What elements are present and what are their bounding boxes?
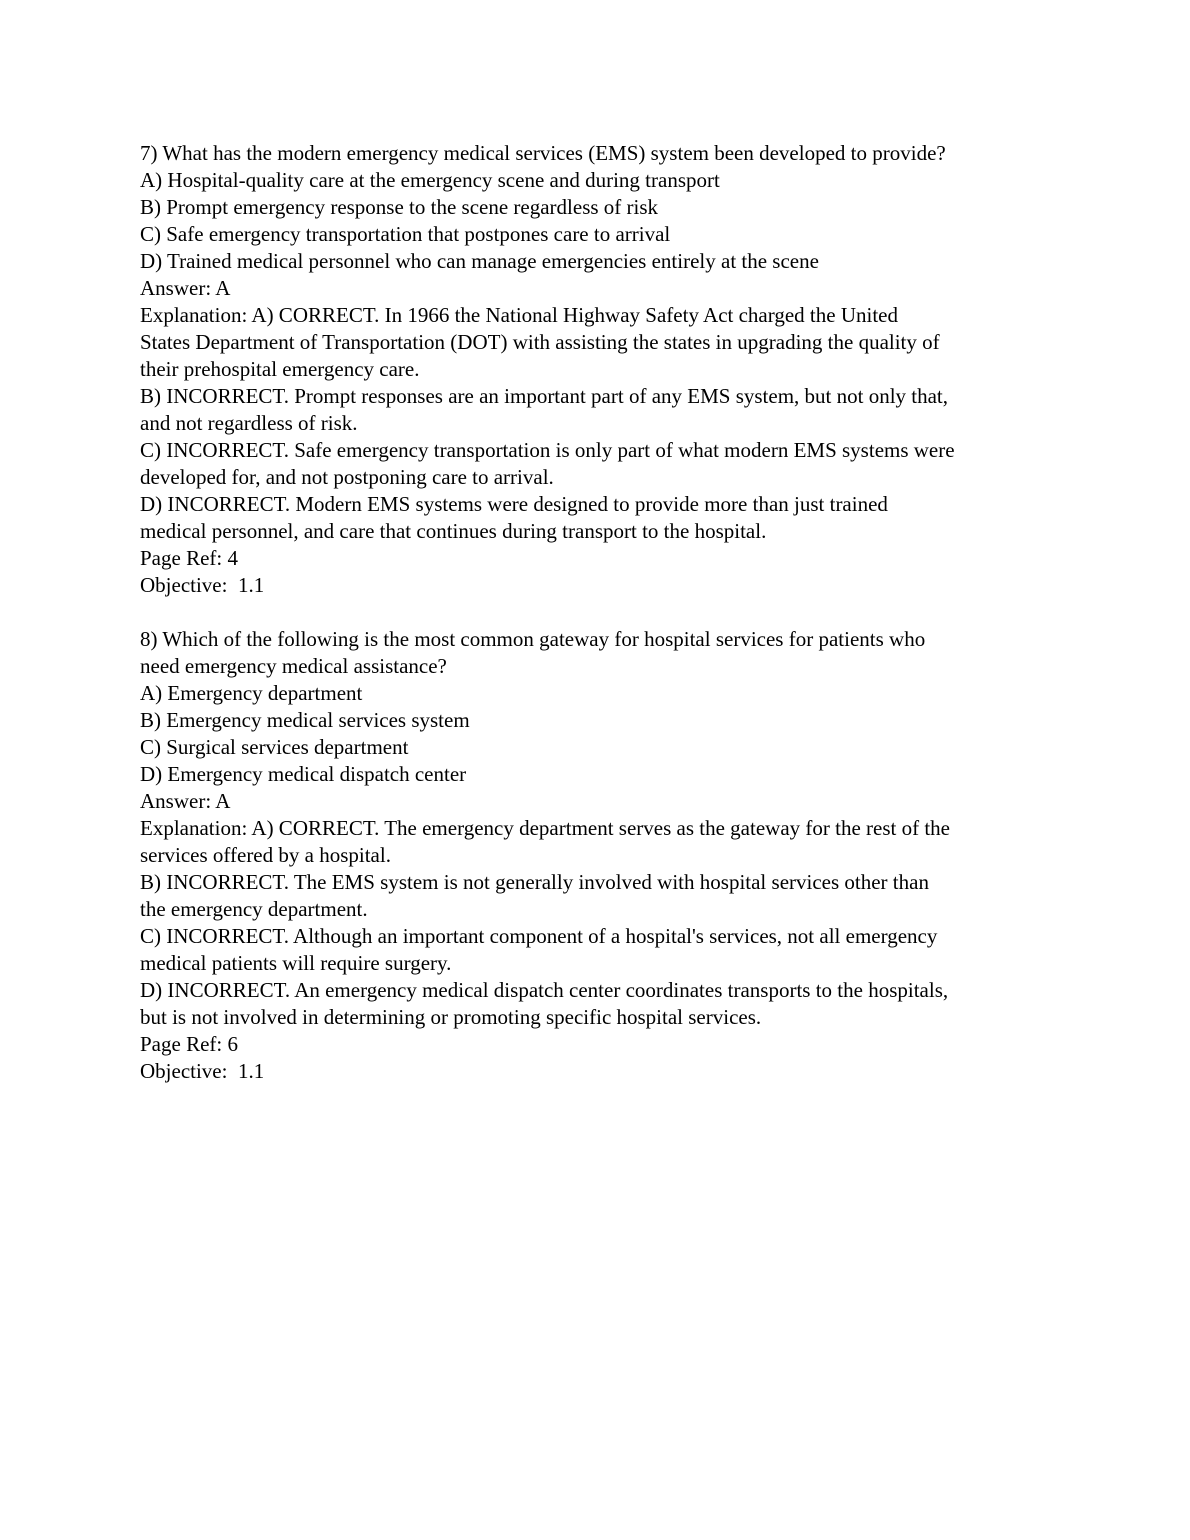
text-line: the emergency department. xyxy=(140,897,368,921)
text-line: Explanation: A) CORRECT. The emergency department serves as the gateway for the rest of the xyxy=(140,816,951,840)
text-line: D) Emergency medical dispatch center xyxy=(140,762,467,786)
text-line: Answer: A xyxy=(140,276,231,300)
text-line: D) INCORRECT. An emergency medical dispatch center coordinates transports to the hospitals, xyxy=(140,978,949,1002)
question-7-block xyxy=(140,140,1100,599)
text-line: B) INCORRECT. Prompt responses are an important part of any EMS system, but not only that, xyxy=(140,384,949,408)
text-line: developed for, and not postponing care to arrival. xyxy=(140,465,554,489)
text-line: Page Ref: 4 xyxy=(140,546,238,570)
text-line: C) INCORRECT. Safe emergency transportation is only part of what modern EMS systems were xyxy=(140,438,955,462)
text-line: B) Prompt emergency response to the scene regardless of risk xyxy=(140,195,659,219)
text-line: Objective: 1.1 xyxy=(140,1059,265,1083)
text-line: States Department of Transportation (DOT) with assisting the states in upgrading the quality of xyxy=(140,330,940,354)
text-line: B) Emergency medical services system xyxy=(140,708,470,732)
text-line: D) INCORRECT. Modern EMS systems were designed to provide more than just trained xyxy=(140,492,888,516)
text-line: C) INCORRECT. Although an important component of a hospital's services, not all emergency xyxy=(140,924,938,948)
text-line: 7) What has the modern emergency medical services (EMS) system been developed to provide? xyxy=(140,141,946,165)
text-line: A) Emergency department xyxy=(140,681,363,705)
text-line: B) INCORRECT. The EMS system is not generally involved with hospital services other than xyxy=(140,870,929,894)
text-line: C) Surgical services department xyxy=(140,735,409,759)
text-line: Explanation: A) CORRECT. In 1966 the National Highway Safety Act charged the United xyxy=(140,303,898,327)
text-line: need emergency medical assistance? xyxy=(140,654,447,678)
text-line: D) Trained medical personnel who can manage emergencies entirely at the scene xyxy=(140,249,819,273)
text-line: medical personnel, and care that continues during transport to the hospital. xyxy=(140,519,767,543)
text-line: but is not involved in determining or promoting specific hospital services. xyxy=(140,1005,762,1029)
text-line: medical patients will require surgery. xyxy=(140,951,452,975)
text-line: and not regardless of risk. xyxy=(140,411,358,435)
question-8-block xyxy=(140,626,1100,1085)
text-line: Answer: A xyxy=(140,789,231,813)
text-line: Page Ref: 6 xyxy=(140,1032,238,1056)
text-line: services offered by a hospital. xyxy=(140,843,391,867)
text-line: A) Hospital-quality care at the emergency scene and during transport xyxy=(140,168,720,192)
text-line: C) Safe emergency transportation that postpones care to arrival xyxy=(140,222,671,246)
text-line: their prehospital emergency care. xyxy=(140,357,420,381)
text-line: Objective: 1.1 xyxy=(140,573,265,597)
document-content xyxy=(140,140,1100,1112)
text-line: 8) Which of the following is the most common gateway for hospital services for patients who xyxy=(140,627,926,651)
